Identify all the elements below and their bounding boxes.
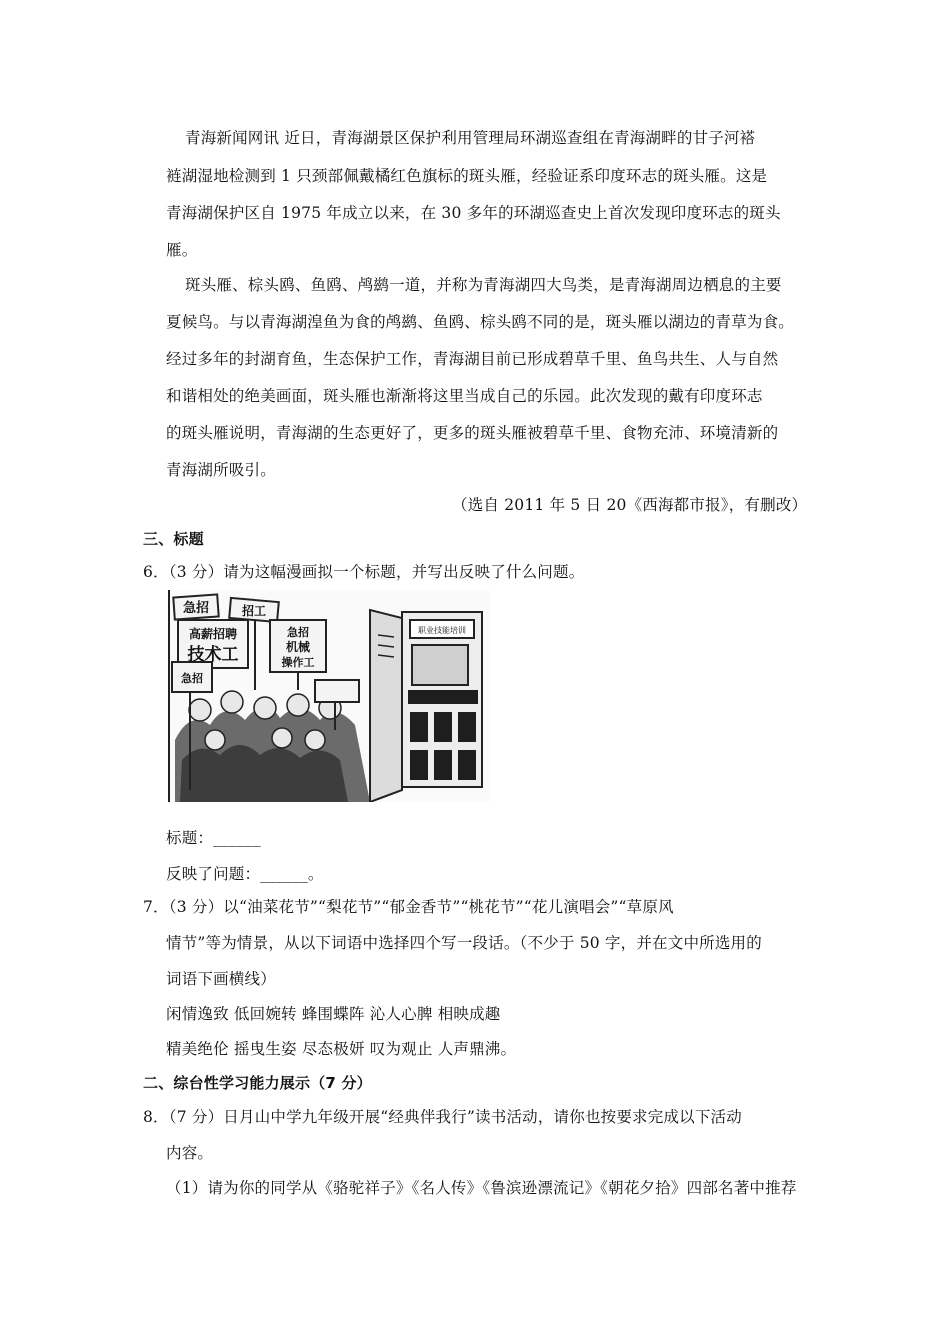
question-7-line: 7．（3 分）以“油菜花节”“梨花节”“郁金香节”“桃花节”“花儿演唱会”“草原风 — [143, 898, 674, 916]
answer-problem-line: 反映了问题：______。 — [166, 865, 324, 883]
passage-line: 夏候鸟。与以青海湖湟鱼为食的鸬鹚、鱼鸥、棕头鸥不同的是，斑头雁以湖边的青草为食。 — [166, 313, 795, 331]
question-8-subitem: （1）请为你的同学从《骆驼祥子》《名人传》《鲁滨逊漂流记》《朝花夕拾》四部名著中推荐 — [166, 1179, 797, 1197]
word-list: 精美绝伦 摇曳生姿 尽态极妍 叹为观止 人声鼎沸。 — [166, 1040, 517, 1058]
section-heading: 二、综台性学习能力展示（7 分） — [143, 1074, 372, 1092]
cartoon-sign-text: 急招 — [287, 626, 309, 639]
cartoon-sign-text: 急招 — [182, 601, 210, 616]
cartoon-image — [168, 590, 490, 802]
passage-line: 青海湖保护区自 1975 年成立以来，在 30 多年的环湖巡查史上首次发现印度环志的斑头 — [166, 204, 781, 222]
passage-line: 裢湖湿地检测到 1 只颈部佩戴橘红色旗标的斑头雁，经验证系印度环志的斑头雁。这是 — [166, 167, 768, 185]
word-list: 闲情逸致 低回婉转 蜂围蝶阵 沁人心脾 相映成趣 — [166, 1005, 501, 1023]
section-heading: 三、标题 — [143, 530, 204, 548]
cartoon-sign-text: 技术工 — [187, 645, 239, 665]
question-6-stem: 6．（3 分）请为这幅漫画拟一个标题，并写出反映了什么问题。 — [143, 563, 585, 581]
source-citation: （选自 2011 年 5 日 20《西海都市报》，有删改） — [452, 496, 808, 514]
question-8-line: 内容。 — [166, 1144, 214, 1162]
passage-line: 斑头雁、棕头鸥、鱼鸥、鸬鹚一道，并称为青海湖四大鸟类，是青海湖周边栖息的主要 — [185, 276, 782, 294]
answer-title-line: 标题：______ — [166, 829, 261, 847]
cartoon-sign-text: 操作工 — [281, 656, 315, 669]
cartoon-door-sign: 职业技能培训 — [418, 626, 466, 635]
question-8-line: 8．（7 分）日月山中学九年级开展“经典伴我行”读书活动，请你也按要求完成以下活动 — [143, 1108, 742, 1126]
passage-line: 的斑头雁说明，青海湖的生态更好了，更多的斑头雁被碧草千里、食物充沛、环境清新的 — [166, 424, 779, 442]
question-7-line: 词语下画横线） — [166, 970, 276, 988]
cartoon-sign-text: 急招 — [181, 672, 203, 685]
cartoon-sign-text: 招工 — [241, 604, 267, 618]
passage-line: 和谐相处的绝美画面，斑头雁也渐渐将这里当成自己的乐园。此次发现的戴有印度环志 — [166, 387, 763, 405]
passage-line: 经过多年的封湖育鱼，生态保护工作，青海湖目前已形成碧草千里、鱼鸟共生、人与自然 — [166, 350, 779, 368]
question-7-line: 情节”等为情景，从以下词语中选择四个写一段话。（不少于 50 字，并在文中所选用的 — [166, 934, 762, 952]
passage-line: 雁。 — [166, 241, 198, 259]
cartoon-sign-text: 机械 — [285, 640, 311, 654]
passage-line: 青海新闻网讯 近日，青海湖景区保护利用管理局环湖巡查组在青海湖畔的甘子河褡 — [185, 129, 756, 147]
passage-line: 青海湖所吸引。 — [166, 461, 276, 479]
cartoon-sign-text: 高薪招聘 — [188, 627, 238, 641]
